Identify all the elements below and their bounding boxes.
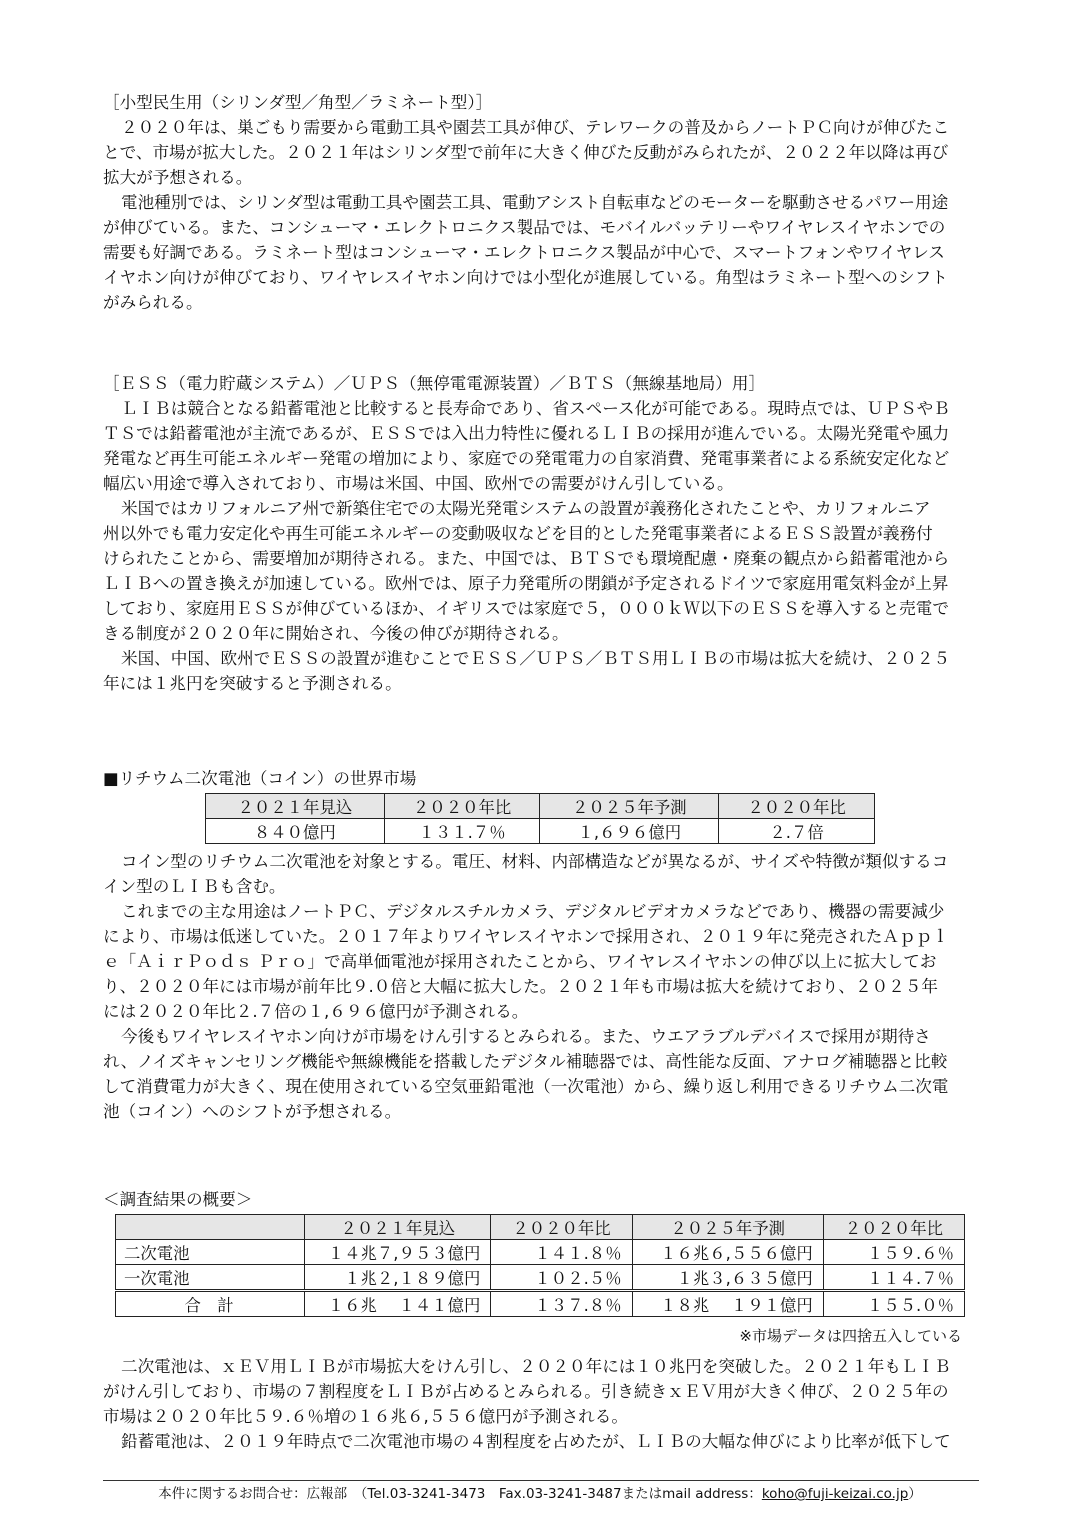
table-header-cell: ２０２０年比 [719,794,875,819]
paragraph-line: ｅ「ＡｉｒＰｏｄｓ Ｐｒｏ」で高単価電池が採用されたことから、ワイヤレスイヤホンの伸び以上に拡大してお [103,952,937,971]
coin-section-heading-wrap [103,766,979,791]
section-small-consumer [103,90,979,315]
paragraph-line: 拡大が予想される。 [103,168,253,187]
coin-section-heading: ■リチウム二次電池（コイン）の世界市場 [103,769,417,788]
summary-heading: ＜調査結果の概要＞ [103,1190,253,1209]
table-header-cell [116,1215,305,1240]
paragraph-line: コイン型のリチウム二次電池を対象とする。電圧、材料、内部構造などが異なるが、サイズや特徴が類似するコ [121,852,949,871]
table-header-cell: ２０２１年見込 [206,794,385,819]
table-cell: １４兆７,９５３億円 [305,1240,491,1265]
section-ess-ups-bts [103,371,979,696]
row-label: 一次電池 [116,1265,305,1291]
paragraph-line: 二次電池は、ｘＥＶ用ＬＩＢが市場拡大をけん引し、２０２０年には１０兆円を突破した。２０２１年もＬＩＢ [121,1357,951,1376]
paragraph-line: 市場は２０２０年比５９.６％増の１６兆６,５５６億円が予測される。 [103,1407,628,1426]
summary-body [103,1354,979,1454]
footer-text: 本件に関するお問合せ：広報部 （Tel.03-3241-3473 Fax.03-3241-3487またはmail address： [158,1486,762,1502]
table-cell: １３１.７％ [384,819,540,844]
table-header-row [116,1215,965,1240]
table-cell: ８４０億円 [206,819,385,844]
paragraph-line: 池（コイン）へのシフトが予想される。 [103,1102,402,1121]
table-header-cell: ２０２５年予測 [540,794,719,819]
paragraph-line: 州以外でも電力安定化や再生可能エネルギーの変動吸収などを目的とした発電事業者によるＥＳＳ設置が義務付 [103,524,933,543]
summary-table [115,1214,965,1317]
paragraph-line: して消費電力が大きく、現在使用されている空気亜鉛電池（一次電池）から、繰り返し利用できるリチウム二次電 [103,1077,949,1096]
table-header-cell: ２０２１年見込 [305,1215,491,1240]
footer-close: ） [908,1486,922,1502]
table-header-row [206,794,875,819]
table-row-secondary-battery [116,1240,965,1265]
paragraph-line: ＬＩＢは競合となる鉛蓄電池と比較すると長寿命であり、省スペース化が可能である。現時点では、ＵＰＳやＢ [121,399,950,418]
table-cell: １５９.６％ [823,1240,964,1265]
paragraph-line: がけん引しており、市場の７割程度をＬＩＢが占めるとみられる。引き続きｘＥＶ用が大きく伸び、２０２５年の [103,1382,949,1401]
footer-contact [0,1484,1080,1504]
paragraph-line: ＴＳでは鉛蓄電池が主流であるが、ＥＳＳでは入出力特性に優れるＬＩＢの採用が進んでいる。太陽光発電や風力 [103,424,950,443]
paragraph-line: 幅広い用途で導入されており、市場は米国、中国、欧州での需要がけん引している。 [103,474,734,493]
table-row [206,819,875,844]
paragraph-line: がみられる。 [103,293,203,312]
paragraph-line: には２０２０年比２.７倍の１,６９６億円が予測される。 [103,1002,529,1021]
paragraph-line: が伸びている。また、コンシューマ・エレクトロニクス製品では、モバイルバッテリーやワイヤレスイヤホンでの [103,218,946,237]
table-header-cell: ２０２０年比 [491,1215,632,1240]
coin-section-body [103,849,979,1124]
paragraph-line: しており、家庭用ＥＳＳが伸びているほか、イギリスでは家庭で５，０００ｋＷ以下のＥＳＳを導入すると売電で [103,599,949,618]
table-cell: １６兆 １４１億円 [305,1291,491,1317]
paragraph-line: ２０２０年は、巣ごもり需要から電動工具や園芸工具が伸び、テレワークの普及からノートＰＣ向けが伸びたこ [121,118,950,137]
table-row-total [116,1291,965,1317]
table-header-cell: ２０２０年比 [384,794,540,819]
paragraph-line: けられたことから、需要増加が期待される。また、中国では、ＢＴＳでも環境配慮・廃棄の観点から鉛蓄電池から [103,549,950,568]
footer-email-link[interactable]: koho@fuji-keizai.co.jp [761,1486,909,1502]
paragraph-line: これまでの主な用途はノートＰＣ、デジタルスチルカメラ、デジタルビデオカメラなどであり、機器の需要減少 [121,902,945,921]
table-cell: １３７.８％ [491,1291,632,1317]
table-cell: １４１.８％ [491,1240,632,1265]
table-cell: １,６９６億円 [540,819,719,844]
paragraph-line: 鉛蓄電池は、２０１９年時点で二次電池市場の４割程度を占めたが、ＬＩＢの大幅な伸びにより比率が低下して [121,1432,951,1451]
paragraph-line: 電池種別では、シリンダ型は電動工具や園芸工具、電動アシスト自転車などのモーターを駆動させるパワー用途 [121,193,949,212]
table-cell: １５５.０％ [823,1291,964,1317]
paragraph-line: ＬＩＢへの置き換えが加速している。欧州では、原子力発電所の閉鎖が予定されるドイツで家庭用電気料金が上昇 [103,574,949,593]
coin-market-table [205,793,875,844]
table-cell: １８兆 １９１億円 [632,1291,823,1317]
paragraph-line: イヤホン向けが伸びており、ワイヤレスイヤホン向けでは小型化が進展している。角型はラミネート型へのシフト [103,268,948,287]
row-label: 合 計 [116,1291,305,1317]
table-cell: １０２.５％ [491,1265,632,1291]
paragraph-line: 今後もワイヤレスイヤホン向けが市場をけん引するとみられる。また、ウエアラブルデバイスで採用が期待さ [121,1027,931,1046]
paragraph-line: イン型のＬＩＢも含む。 [103,877,286,896]
paragraph-line: とで、市場が拡大した。２０２１年はシリンダ型で前年に大きく伸びた反動がみられたが、２０２２年以降は再び [103,143,949,162]
paragraph-line: り、２０２０年には市場が前年比９.０倍と大幅に拡大した。２０２１年も市場は拡大を続けており、２０２５年 [103,977,938,996]
section-heading: ［ＥＳＳ（電力貯蔵システム）／ＵＰＳ（無停電電源装置）／ＢＴＳ（無線基地局）用］ [103,374,766,393]
rounding-note: ※市場データは四捨五入している [739,1327,962,1345]
table-cell: １１４.７％ [823,1265,964,1291]
table-cell: １兆３,６３５億円 [632,1265,823,1291]
paragraph-line: 米国ではカリフォルニア州で新築住宅での太陽光発電システムの設置が義務化されたことや、カリフォルニア [121,499,931,518]
paragraph-line: きる制度が２０２０年に開始され、今後の伸びが期待される。 [103,624,569,643]
footer-divider [103,1480,979,1481]
paragraph-line: 需要も好調である。ラミネート型はコンシューマ・エレクトロニクス製品が中心で、スマートフォンやワイヤレス [103,243,945,262]
paragraph-line: 年には１兆円を突破すると予測される。 [103,674,402,693]
summary-heading-wrap [103,1187,979,1212]
paragraph-line: 発電など再生可能エネルギー発電の増加により、家庭での発電電力の自家消費、発電事業者による系統安定化など [103,449,950,468]
table-cell: ２.７倍 [719,819,875,844]
paragraph-line: 米国、中国、欧州でＥＳＳの設置が進むことでＥＳＳ／ＵＰＳ／ＢＴＳ用ＬＩＢの市場は拡大を続け、２０２５ [121,649,951,668]
table-header-cell: ２０２０年比 [823,1215,964,1240]
table-row-primary-battery [116,1265,965,1291]
table-cell: １兆２,１８９億円 [305,1265,491,1291]
table-cell: １６兆６,５５６億円 [632,1240,823,1265]
section-heading: ［小型民生用（シリンダ型／角型／ラミネート型）］ [103,93,493,112]
paragraph-line: により、市場は低迷していた。２０１７年よりワイヤレスイヤホンで採用され、２０１９年に発売されたＡｐｐｌ [103,927,949,946]
table-header-cell: ２０２５年予測 [632,1215,823,1240]
paragraph-line: れ、ノイズキャンセリング機能や無線機能を搭載したデジタル補聴器では、高性能な反面、アナログ補聴器と比較 [103,1052,948,1071]
row-label: 二次電池 [116,1240,305,1265]
